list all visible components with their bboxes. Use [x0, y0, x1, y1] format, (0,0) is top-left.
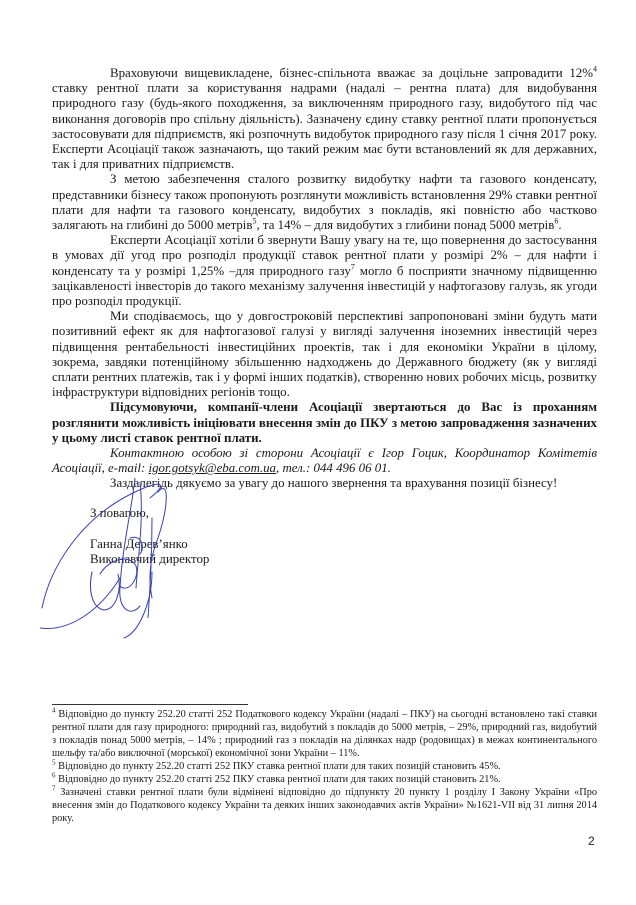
text: ставку рентної плати за користування надрами (надалі – рентна плата) для видобування природного газу (будь-якого походження, за виключенням природного газу, видобутого під час виконання договорів про спільну діяльність). Зазначену єдину ставку рентної плати пропонується застосовувати для підприємств, які розпочнуть видобуток природного газу після 1 січня 2017 року. Експерти Асоціації також зазначають, що такий режим має бути встановлений як для державних, так і для приватних підприємств. — [52, 81, 597, 172]
footnote-7 — [52, 786, 597, 825]
footnote-text: Зазначені ставки рентної плати були відмінені відповідно до підпункту 20 пункту 1 розділу І Закону України «Про внесення змін до Податкового кодексу України та деяких інших законодавчих актів України» №1621-VII від 31 липня 2014 року. — [52, 787, 597, 824]
signatory-name: Ганна Дерев’янко — [90, 537, 188, 551]
footnote-number: 7 — [52, 784, 56, 793]
text: Контактною особою зі сторони Асоціації є Ігор Гоцик, Координатор Комітетів Асоціації, e-mail: — [52, 446, 597, 476]
text: Підсумовуючи, компанії-члени Асоціації звертаються до Вас із проханням розглянити можливість ініціювати внесення змін до ПКУ з метою запровадження зазначених у цьому листі ставок рентної плати. — [52, 400, 597, 445]
footnote-ref-5[interactable]: 5 — [252, 216, 257, 226]
paragraph-contact — [52, 446, 597, 476]
footnote-text: Відповідно до пункту 252.20 статті 252 ПКУ ставка рентної плати для таких позицій становить 45%. — [55, 761, 501, 772]
footnote-ref-7[interactable]: 7 — [350, 262, 355, 272]
footnote-ref-6[interactable]: 6 — [554, 216, 559, 226]
text: могло б посприяти значному підвищенню зацікавленості інвесторів до такого механізму залучення інвестицій у нафтогазову галузь, як угоди про розподіл продукції. — [52, 263, 597, 309]
paragraph-psa — [52, 233, 597, 309]
text: Експерти Асоціації хотіли б звернути Вашу увагу на те, що повернення до застосування в умовах дії угод про розподіл продукції ставок рентної плати у розмірі 2% – для нафти і конденсату та у розмірі 1,25% –для природного газу — [52, 233, 597, 278]
letter-body — [52, 66, 597, 492]
footnote-text: Відповідно до пункту 252.20 статті 252 Податкового кодексу України (надалі – ПКУ) на сьогодні встановлено такі ставки рентної плати для газу природного: природний газ, видобутий з покладів до 5000 метрів, – 29%, природний газ, видобутий з покладів понад 5000 метрів, – 14% ; природний газ з покладів на ділянках надр (родовищах) в межах континентального шельфу та/або виключної (морської) економічної зони України – 11%. — [52, 709, 597, 759]
text: . — [558, 218, 562, 233]
footnote-separator — [52, 704, 248, 705]
text: , та 14% – для видобутих з глибини понад 5000 метрів — [256, 218, 555, 233]
signatory-position: Виконавчий директор — [90, 552, 210, 566]
footnotes — [52, 708, 597, 825]
page-number: 2 — [588, 834, 595, 848]
closing-salutation: З повагою, — [90, 506, 149, 520]
footnote-4 — [52, 708, 597, 760]
text: З метою забезпечення сталого розвитку видобутку нафти та газового конденсату, представники бізнесу також пропонують розглянути можливість встановлення 29% ставки рентної плати для нафти та газового конденсату, видобутих з покладів, які повністю або частково залягають на глибині до 5000 метрів — [52, 172, 597, 233]
footnote-5 — [52, 760, 597, 773]
footnote-number: 6 — [52, 771, 56, 780]
paragraph-rent-rate-gas — [52, 66, 597, 172]
text: Ми сподіваємось, що у довгостроковій перспективі запропоновані зміни будуть мати позитивний ефект як для нафтогазової галузі у вигляді залучення іноземних інвестицій через підвищення рентабельності інвестиційних проектів, так і для економіки України в цілому, зокрема, завдяки потенційному збільшенню надходжень до Державного бюджету (як у вигляді сплати рентних платежів, так і у формі інших податків), створенню нових робочих місць, розвитку інфраструктури відповідних регіонів тощо. — [52, 309, 597, 400]
text: , тел.: 044 496 06 01. — [276, 461, 391, 476]
footnote-ref-4[interactable]: 4 — [593, 64, 597, 74]
contact-email-link[interactable]: igor.gotsyk@eba.com.ua — [148, 461, 276, 476]
footnote-number: 5 — [52, 758, 56, 767]
signature-tail — [40, 570, 160, 640]
footnote-6 — [52, 773, 597, 786]
paragraph-oil-condensate — [52, 172, 597, 233]
footnote-number: 4 — [52, 706, 56, 715]
text: Враховуючи вищевикладене, бізнес-спільнота вважає за доцільне запровадити 12% — [110, 66, 593, 80]
footnote-text: Відповідно до пункту 252.20 статті 252 ПКУ ставка рентної плати для таких позицій становить 21%. — [55, 774, 501, 785]
paragraph-summary-request — [52, 400, 597, 446]
paragraph-effects — [52, 309, 597, 400]
text: Заздалегідь дякуємо за увагу до нашого звернення та врахування позиції бізнесу! — [110, 476, 558, 491]
